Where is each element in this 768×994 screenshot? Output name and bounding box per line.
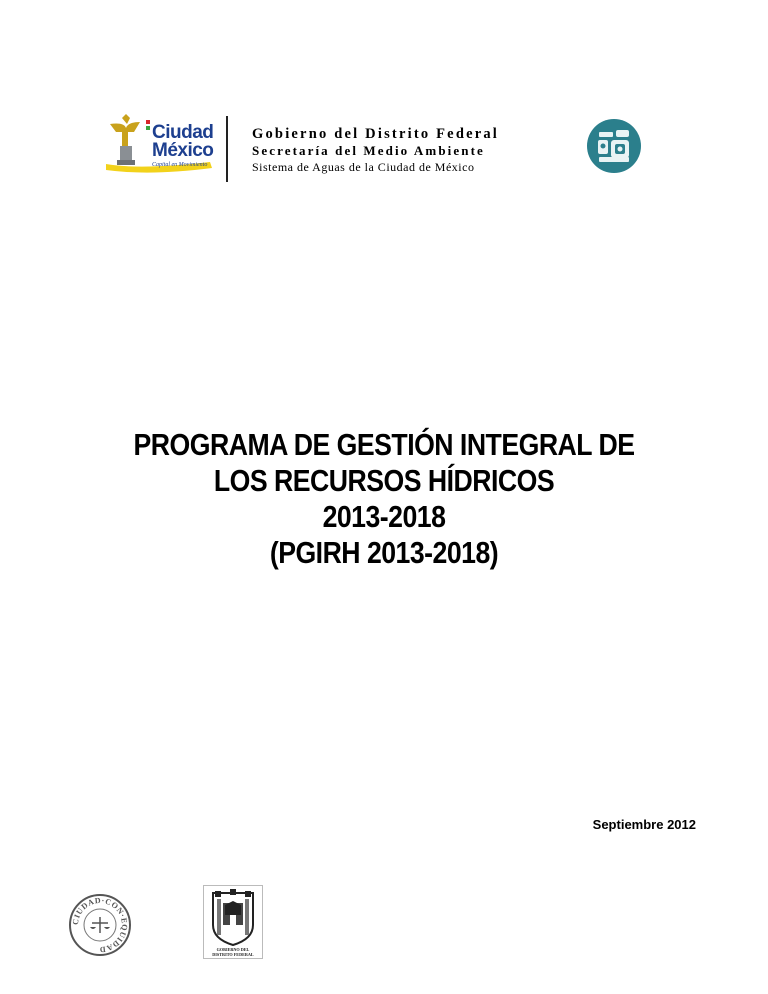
sacmex-glyph-logo	[586, 118, 642, 174]
gdf-coat-of-arms	[203, 885, 263, 959]
header	[100, 112, 660, 184]
equidad-seal	[68, 893, 132, 957]
title-line-1: PROGRAMA DE GESTIÓN INTEGRAL DE	[133, 427, 635, 462]
header-text	[252, 126, 499, 175]
header-divider	[226, 116, 228, 182]
equidad-seal-text: CIUDAD·CON·EQUIDAD	[70, 895, 130, 955]
angel-independencia-logo	[100, 112, 220, 176]
gdf-seal-text-1: GOBIERNO DEL	[216, 947, 250, 952]
gov-district-line: Gobierno del Distrito Federal	[252, 126, 500, 142]
title-line-4: (PGIRH 2013-2018)	[269, 535, 499, 570]
logo-word-ciudad: Ciudad	[152, 122, 214, 143]
document-title	[54, 427, 714, 571]
logo-word-mexico: México	[152, 140, 214, 161]
title-line-2: LOS RECURSOS HÍDRICOS	[213, 463, 555, 498]
document-date: Septiembre 2012	[592, 817, 696, 832]
title-line-3: 2013-2018	[322, 499, 446, 534]
logo-tagline: Capital en Movimiento	[152, 162, 208, 168]
environment-ministry-line: Secretaría del Medio Ambiente	[252, 143, 485, 158]
water-system-line: Sistema de Aguas de la Ciudad de México	[252, 160, 475, 174]
gdf-seal-text-2: DISTRITO FEDERAL	[212, 952, 254, 957]
